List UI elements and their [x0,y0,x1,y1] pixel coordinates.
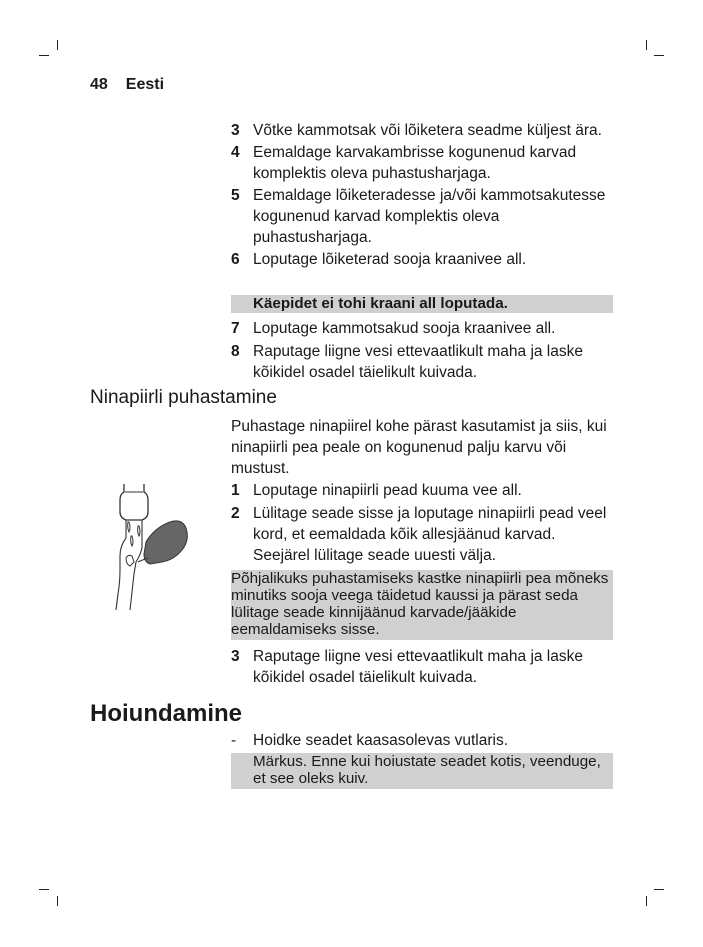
step-text: Raputage liigne vesi ettevaatlikult maha ja laske kõikidel osadel täielikult kuivada. [253,648,583,686]
list-item [231,185,613,248]
step-number: 2 [231,505,240,522]
list-item [231,142,613,184]
step-number: 5 [231,187,240,204]
crop-mark-bottom-right-v [646,896,647,906]
list-item [231,318,613,339]
page-header [90,76,164,94]
bullet-text: Hoidke seadet kaasasolevas vutlaris. [253,732,509,749]
step-text: Raputage liigne vesi ettevaatlikult maha ja laske kõikidel osadel täielikult kuivada. [253,343,583,381]
tip-text: Põhjalikuks puhastamiseks kastke ninapiirli pea mõneks minutiks sooja veega täidetud kaussi ja pärast seda lülitage seade kinnijäänud karvade/jääkide eemaldamiseks sisse. [231,570,609,638]
section-heading-nose-trimmer: Ninapiirli puhastamine [90,387,277,408]
step-text: Loputage kammotsakud sooja kraanivee all. [253,320,556,337]
step-text: Lülitage seade sisse ja loputage ninapiirli pead veel kord, et eemaldada kõik allesjäänud karvad. Seejärel lülitage seade uuesti välja. [253,505,607,564]
list-item [231,503,613,566]
storage-bullet-list [231,730,613,751]
bullet-marker: - [231,732,237,749]
nose-trimmer-tip [231,570,613,640]
section-heading-storage: Hoiundamine [90,700,243,727]
nose-trimmer-intro: Puhastage ninapiirel kohe pärast kasutamist ja siis, kui ninapiirli pea peale on kogunenud palju karvu või mustust. [231,418,607,477]
list-item [231,480,613,501]
nose-trimmer-under-water-icon [96,478,196,610]
step-number: 3 [231,648,240,665]
page-number: 48 [90,76,108,93]
step-number: 4 [231,144,240,161]
note-text: Märkus. Enne kui hoiustate seadet kotis, veenduge, et see oleks kuiv. [253,753,601,787]
step-number: 6 [231,251,240,268]
step-number: 8 [231,343,240,360]
crop-mark-bottom-right-h [654,889,664,890]
cleaning-steps-list [231,120,613,270]
step-text: Eemaldage karvakambrisse kogunenud karvad komplektis oleva puhastusharjaga. [253,144,577,182]
nose-trimmer-steps-list [231,480,613,566]
step-text: Eemaldage lõiketeradesse ja/või kammotsakutesse kogunenud karvad komplektis oleva puhastusharjaga. [253,187,606,246]
crop-mark-top-right-h [654,55,664,56]
step-number: 1 [231,482,240,499]
step-text: Loputage lõiketerad sooja kraanivee all. [253,251,527,268]
crop-mark-top-left-v [57,40,58,50]
list-item [231,249,613,270]
nose-trimmer-final-step [231,646,613,688]
storage-note [231,753,613,789]
step-text: Võtke kammotsak või lõiketera seadme küljest ära. [253,122,602,139]
page-language: Eesti [125,76,165,93]
list-item [231,646,613,688]
crop-mark-bottom-left-v [57,896,58,906]
list-item [231,730,613,751]
step-text: Loputage ninapiirli pead kuuma vee all. [253,482,522,499]
crop-mark-top-left-h [39,55,49,56]
crop-mark-top-right-v [646,40,647,50]
warning-text: Käepidet ei tohi kraani all loputada. [253,295,508,312]
cleaning-steps-list-continued [231,318,613,383]
step-number: 7 [231,320,240,337]
warning-note [231,295,613,313]
step-number: 3 [231,122,240,139]
rinsing-nose-trimmer-illustration [96,478,196,610]
list-item [231,341,613,383]
crop-mark-bottom-left-h [39,889,49,890]
list-item [231,120,613,141]
